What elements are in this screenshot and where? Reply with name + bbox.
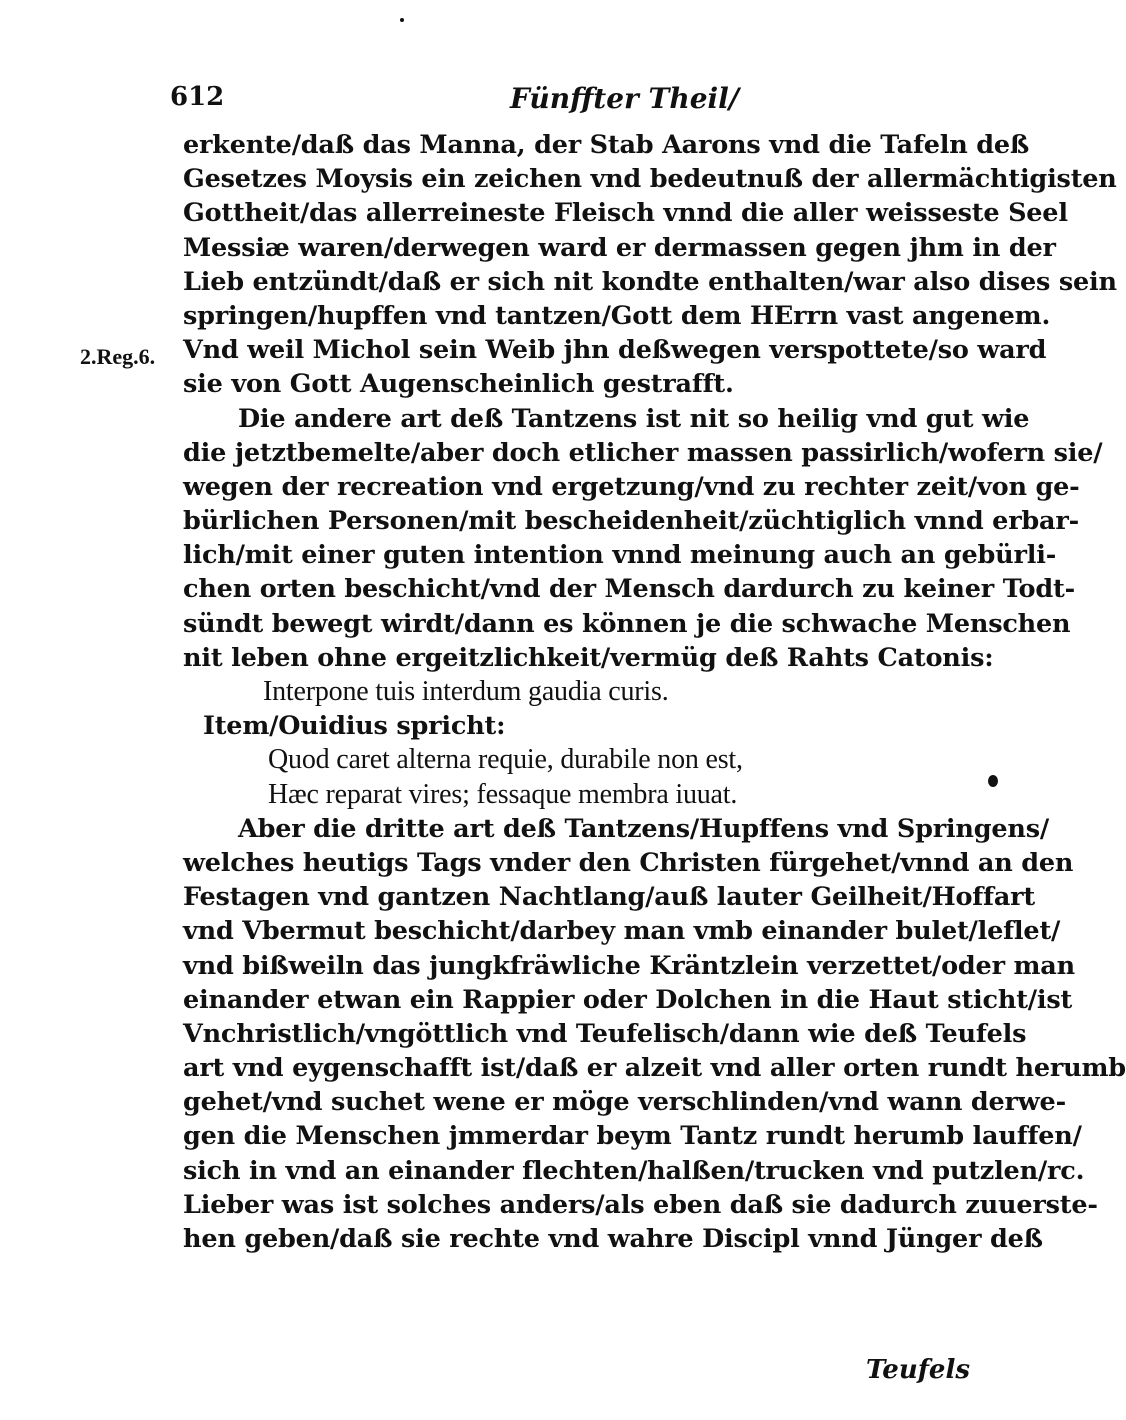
text-line: Gottheit/das allerreineste Fleisch vnnd die aller weisseste Seel: [183, 198, 1068, 229]
running-head: Fünffter Theil/: [510, 82, 740, 115]
text-line: vnd Vbermut beschicht/darbey man vmb einander bulet/leflet/: [183, 916, 1061, 947]
text-line: sündt bewegt wirdt/dann es können je die schwache Menschen: [183, 608, 1071, 639]
margin-note: 2.Reg.6.: [80, 344, 156, 369]
text-line: Interpone tuis interdum gaudia curis.: [263, 676, 669, 707]
text-line: Hæc reparat vires; fessaque membra iuuat.: [268, 778, 738, 810]
text-line: springen/hupffen vnd tantzen/Gott dem HErrn vast angenem.: [183, 300, 1051, 331]
text-line: sich in vnd an einander flechten/halßen/trucken vnd putzlen/rc.: [183, 1155, 1085, 1186]
text-line: die jetztbemelte/aber doch etlicher massen passirlich/wofern sie/: [183, 437, 1103, 468]
text-line: nit leben ohne ergeitzlichkeit/vermüg deß Rahts Catonis:: [183, 642, 994, 673]
text-line: Quod caret alterna requie, durabile non est,: [268, 744, 743, 776]
catchword: Teufels: [865, 1355, 970, 1385]
ink-speck: [400, 18, 404, 22]
text-line: hen geben/daß sie rechte vnd wahre Discipl vnnd Jünger deß: [183, 1224, 1043, 1254]
text-line: lich/mit einer guten intention vnnd meinung auch an gebürli-: [183, 540, 1057, 571]
text-line: Messiæ waren/derwegen ward er dermassen gegen jhm in der: [183, 232, 1056, 263]
text-line: erkente/daß das Manna, der Stab Aarons vnd die Tafeln deß: [183, 130, 1030, 160]
body-text: [183, 128, 1126, 1256]
text-line: Die andere art deß Tantzens ist nit so heilig vnd gut wie: [238, 403, 1030, 434]
text-line: Lieb entzündt/daß er sich nit kondte enthalten/war also dises sein: [183, 266, 1117, 297]
text-line: welches heutigs Tags vnder den Christen fürgehet/vnnd an den: [183, 847, 1074, 878]
text-line: Festagen vnd gantzen Nachtlang/auß lauter Geilheit/Hoffart: [183, 882, 1035, 913]
ink-speck: [988, 775, 998, 787]
text-line: Aber die dritte art deß Tantzens/Hupffens vnd Springens/: [238, 813, 1050, 844]
text-line: Vnchristlich/vngöttlich vnd Teufelisch/dann wie deß Teufels: [183, 1018, 1027, 1049]
text-line: einander etwan ein Rappier oder Dolchen in die Haut sticht/ist: [183, 984, 1073, 1015]
text-line: Lieber was ist solches anders/als eben daß sie dadurch zuuerste-: [183, 1189, 1098, 1220]
page-number: 612: [170, 82, 225, 112]
page-header: [170, 82, 970, 122]
text-line: gehet/vnd suchet wene er möge verschlinden/vnd wann derwe-: [183, 1087, 1066, 1118]
text-line: Item/Ouidius spricht:: [203, 711, 506, 742]
text-line: wegen der recreation vnd ergetzung/vnd zu rechter zeit/von ge-: [183, 471, 1080, 502]
text-line: vnd bißweiln das jungkfräwliche Kräntzlein verzettet/oder man: [183, 950, 1075, 981]
text-line: gen die Menschen jmmerdar beym Tantz rundt herumb lauffen/: [183, 1121, 1082, 1152]
text-line: chen orten beschicht/vnd der Mensch dardurch zu keiner Todt-: [183, 574, 1075, 605]
text-line: sie von Gott Augenscheinlich gestrafft.: [183, 369, 734, 400]
text-line: Vnd weil Michol sein Weib jhn deßwegen verspottete/so ward: [183, 335, 1047, 366]
text-line: art vnd eygenschafft ist/daß er alzeit vnd aller orten rundt herumb: [183, 1053, 1126, 1084]
text-line: Gesetzes Moysis ein zeichen vnd bedeutnuß der allermächtigisten: [183, 164, 1117, 195]
text-line: bürlichen Personen/mit bescheidenheit/züchtiglich vnnd erbar-: [183, 506, 1080, 537]
